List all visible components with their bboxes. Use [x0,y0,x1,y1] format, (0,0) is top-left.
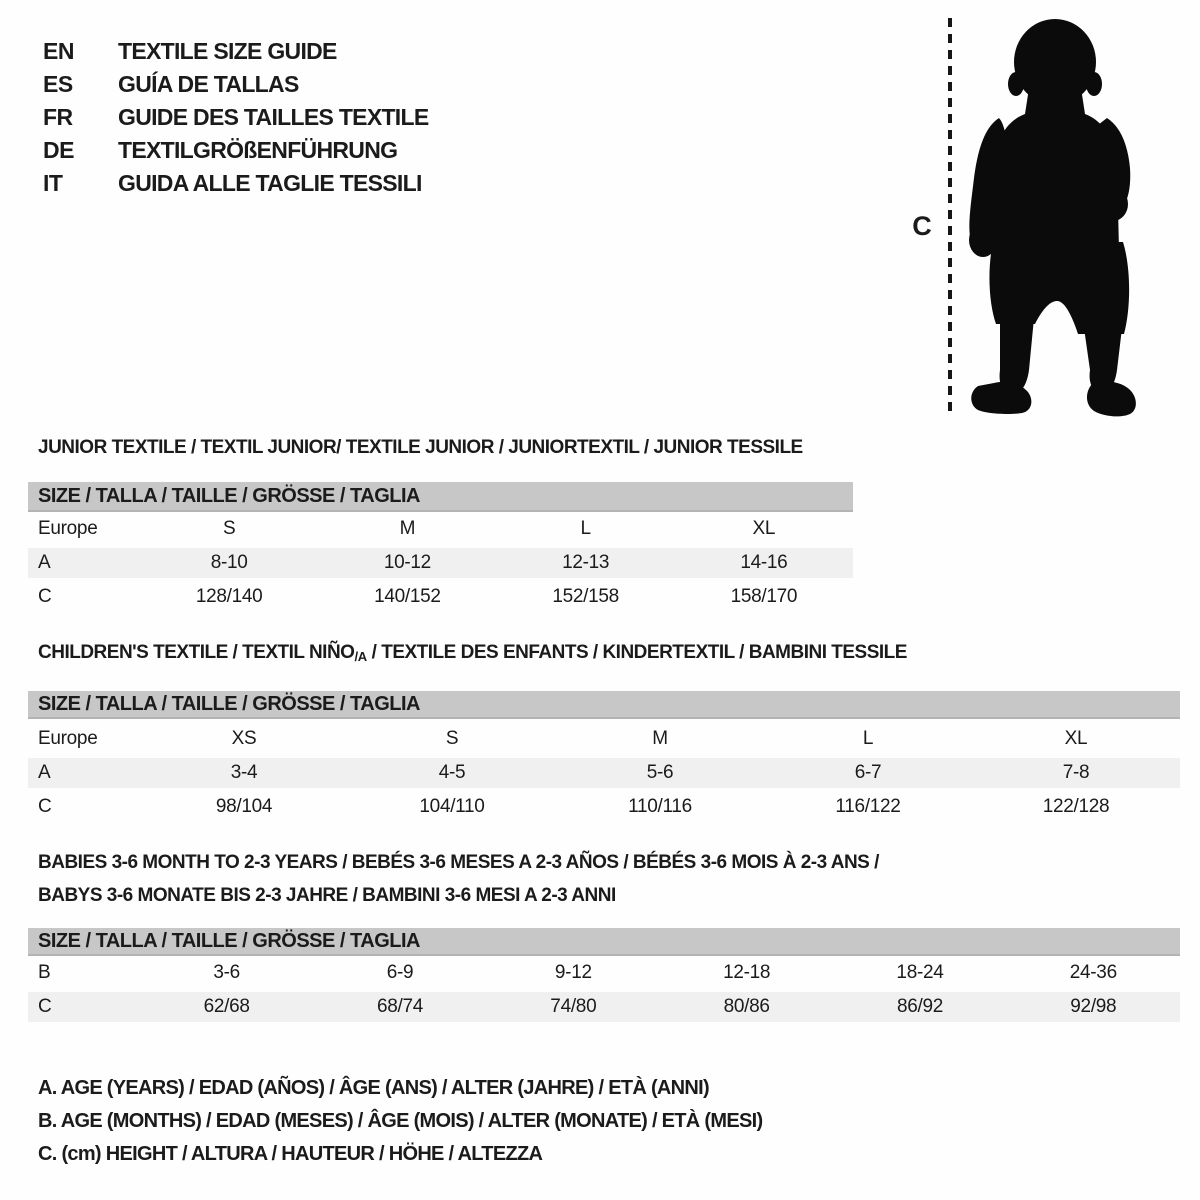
height-cell: 62/68 [203,996,250,1017]
lang-row-de [43,134,429,167]
height-cell: 68/74 [376,996,424,1017]
lang-label-de: TEXTILGRÖßENFÜHRUNG [118,137,398,163]
size-cell: XL [1064,728,1088,749]
size-cell: L [862,728,874,749]
lang-code-es: ES [43,71,73,97]
size-cell: L [580,518,591,539]
row-label: B [38,962,51,983]
lang-row-it [43,167,429,200]
babies-heading-line1: BABIES 3-6 MONTH TO 2-3 YEARS / BEBÉS 3-6 MESES A 2-3 AÑOS / BÉBÉS 3-6 MOIS À 2-3 ANS / [38,852,879,873]
height-dashed-line [948,18,952,416]
babies-row-months [28,956,1180,990]
children-heading-sub: /A [354,649,367,664]
babies-section-heading [38,846,879,912]
lang-row-en [43,35,429,68]
language-title-block [43,35,429,200]
row-label: Europe [38,728,98,749]
age-cell: 8-10 [210,552,248,573]
months-cell: 18-24 [896,962,944,983]
legend-line-a: A. AGE (YEARS) / EDAD (AÑOS) / ÂGE (ANS) / ALTER (JAHRE) / ETÀ (ANNI) [38,1077,709,1099]
children-size-table [28,691,1180,824]
row-label: A [38,552,51,573]
babies-size-bar: SIZE / TALLA / TAILLE / GRÖSSE / TAGLIA [28,928,1180,956]
size-cell: S [445,728,459,749]
lang-label-en: TEXTILE SIZE GUIDE [118,38,337,64]
months-cell: 12-18 [723,962,771,983]
age-cell: 3-4 [230,762,258,783]
height-cell: 140/152 [374,586,441,607]
junior-size-bar: SIZE / TALLA / TAILLE / GRÖSSE / TAGLIA [28,482,853,512]
size-cell: M [652,728,668,749]
height-cell: 98/104 [215,796,273,817]
age-cell: 6-7 [854,762,882,783]
junior-row-height [28,580,853,614]
lang-row-fr [43,101,429,134]
months-cell: 3-6 [213,962,240,983]
age-cell: 5-6 [646,762,674,783]
legend-line-c: C. (cm) HEIGHT / ALTURA / HAUTEUR / HÖHE / ALTEZZA [38,1143,543,1165]
age-cell: 12-13 [562,552,610,573]
months-cell: 6-9 [386,962,414,983]
row-label: C [38,586,52,607]
lang-label-fr: GUIDE DES TAILLES TEXTILE [118,104,429,130]
height-cell: 158/170 [730,586,798,607]
height-cell: 74/80 [550,996,597,1017]
babies-size-table [28,928,1180,1024]
junior-row-europe [28,512,853,546]
babies-heading-line2: BABYS 3-6 MONATE BIS 2-3 JAHRE / BAMBINI 3-6 MESI A 2-3 ANNI [38,885,616,906]
size-cell: M [399,518,416,539]
children-row-europe [28,722,1180,756]
junior-size-table [28,482,853,614]
lang-code-en: EN [43,38,74,64]
children-size-bar: SIZE / TALLA / TAILLE / GRÖSSE / TAGLIA [28,691,1180,719]
height-cell: 116/122 [835,796,901,817]
toddler-silhouette-icon [966,18,1138,418]
children-heading-main: CHILDREN'S TEXTILE / TEXTIL NIÑO [38,642,355,663]
babies-row-height [28,990,1180,1024]
row-label: A [38,762,51,783]
legend-block [38,1072,762,1171]
children-row-age [28,756,1180,790]
lang-code-de: DE [43,137,74,163]
junior-section-heading: JUNIOR TEXTILE / TEXTIL JUNIOR/ TEXTILE JUNIOR / JUNIORTEXTIL / JUNIOR TESSILE [38,437,803,458]
height-cell: 80/86 [723,996,770,1017]
height-cell: 104/110 [419,796,485,817]
row-label: C [38,796,52,817]
row-label: C [38,996,52,1017]
size-cell: XS [231,728,257,749]
height-label-c: C [912,211,932,241]
junior-row-age [28,546,853,580]
lang-code-it: IT [43,170,63,196]
row-label: Europe [38,518,98,539]
height-cell: 122/128 [1042,796,1110,817]
size-cell: XL [752,518,776,539]
age-cell: 14-16 [740,552,788,573]
children-heading-rest: / TEXTILE DES ENFANTS / KINDERTEXTIL / BAMBINI TESSILE [366,642,907,663]
lang-label-it: GUIDA ALLE TAGLIE TESSILI [118,170,422,196]
lang-row-es [43,68,429,101]
lang-code-fr: FR [43,104,73,130]
height-cell: 110/116 [628,796,692,817]
age-cell: 10-12 [383,552,431,573]
age-cell: 4-5 [438,762,466,783]
months-cell: 24-36 [1069,962,1117,983]
months-cell: 9-12 [554,962,592,983]
children-section-heading [38,641,907,666]
height-cell: 152/158 [552,586,619,607]
lang-label-es: GUÍA DE TALLAS [118,71,299,97]
height-cell: 86/92 [896,996,943,1017]
legend-line-b: B. AGE (MONTHS) / EDAD (MESES) / ÂGE (MOIS) / ALTER (MONATE) / ETÀ (MESI) [38,1110,763,1132]
age-cell: 7-8 [1062,762,1090,783]
size-cell: S [222,518,236,539]
children-row-height [28,790,1180,824]
height-cell: 128/140 [195,586,263,607]
height-cell: 92/98 [1070,996,1117,1017]
